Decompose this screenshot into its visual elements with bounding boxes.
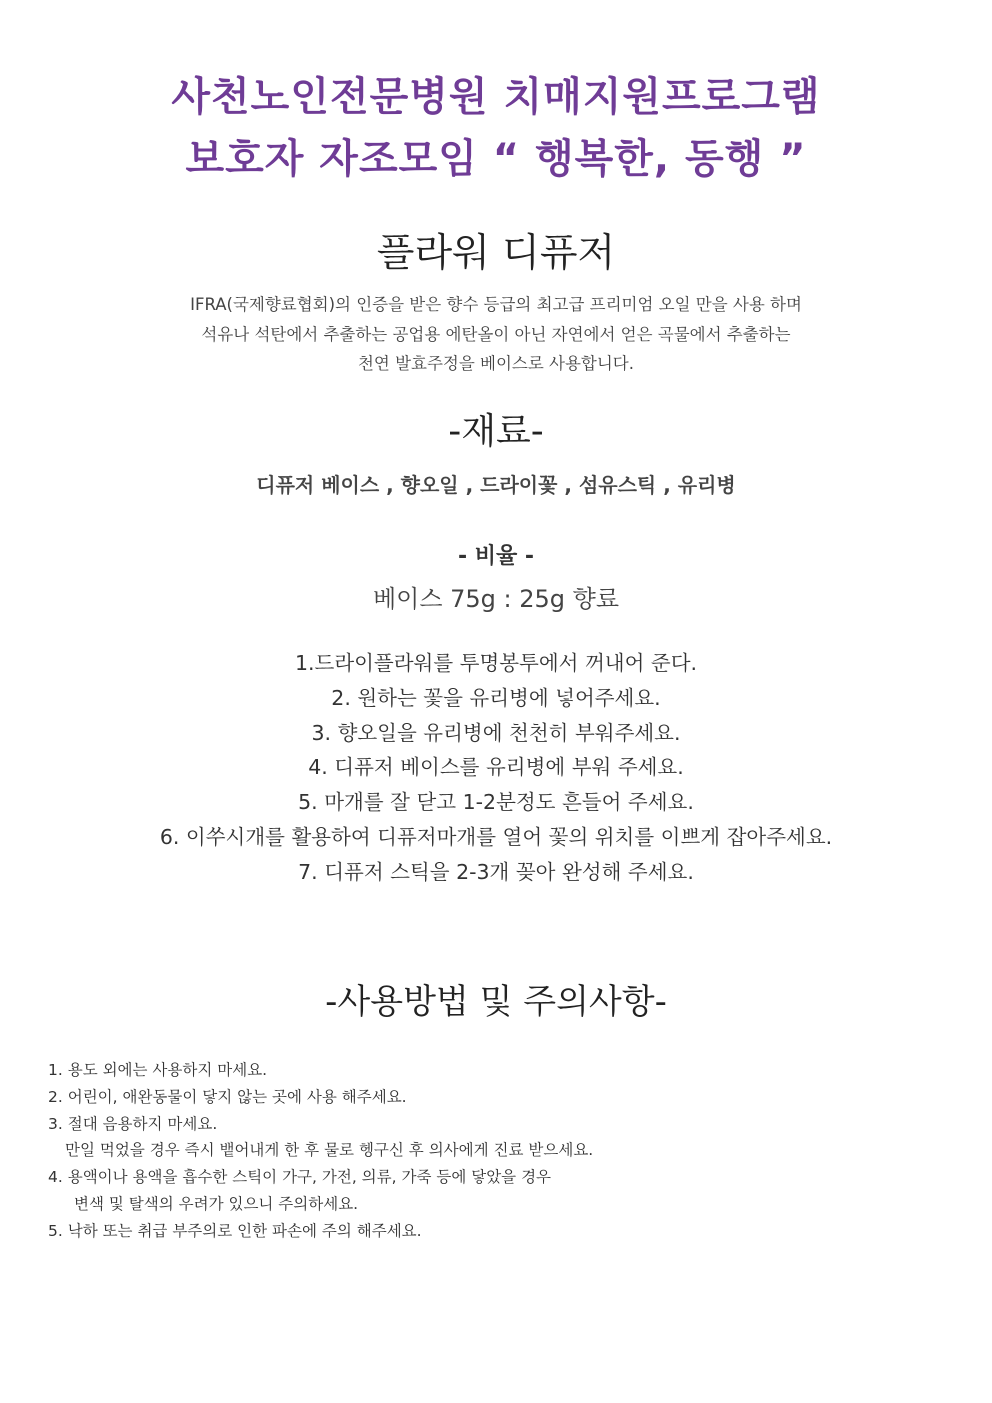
ratio-value: 베이스 75g : 25g 향료 [372, 585, 620, 613]
caution-item: 4. 용액이나 용액을 흡수한 스틱이 가구, 가전, 의류, 가죽 등에 닿았을 경우 [48, 1168, 552, 1187]
intro-line: IFRA(국제향료협회)의 인증을 받은 향수 등급의 최고급 프리미엄 오일 만을 사용 하며 [190, 295, 802, 314]
step-item: 2. 원하는 꽃을 유리병에 넣어주세요. [331, 685, 661, 710]
caution-item: 2. 어린이, 애완동물이 닿지 않는 곳에 사용 해주세요. [48, 1087, 407, 1106]
caution-item-continuation: 변색 및 탈색의 우려가 있으니 주의하세요. [74, 1194, 359, 1213]
caution-item-continuation: 만일 먹었을 경우 즉시 뱉어내게 한 후 물로 헹구신 후 의사에게 진료 받으세요. [65, 1141, 594, 1160]
materials-heading: -재료- [448, 411, 544, 452]
caution-list [48, 1057, 948, 1245]
product-title: 플라워 디퓨저 [376, 231, 616, 276]
title-line-2: 보호자 자조모임 “ 행복한, 동행 ” [185, 136, 807, 182]
intro-line: 석유나 석탄에서 추출하는 공업용 에탄올이 아닌 자연에서 얻은 곡물에서 추출하는 [201, 324, 791, 344]
materials-list: 디퓨저 베이스 , 향오일 , 드라이꽃 , 섬유스틱 , 유리병 [256, 473, 736, 497]
document-title [0, 66, 992, 190]
step-item: 3. 향오일을 유리병에 천천히 부워주세요. [311, 720, 681, 745]
ratio-heading: - 비율 - [457, 544, 535, 569]
usage-heading: -사용방법 및 주의사항- [325, 982, 667, 1022]
intro-line: 천연 발효주정을 베이스로 사용합니다. [357, 354, 634, 373]
caution-item: 5. 낙하 또는 취급 부주의로 인한 파손에 주의 해주세요. [48, 1221, 422, 1240]
step-item: 6. 이쑤시개를 활용하여 디퓨저마개를 열어 꽃의 위치를 이쁘게 잡아주세요. [159, 824, 833, 849]
title-line-1: 사천노인전문병원 치매지원프로그램 [171, 74, 821, 120]
step-item: 5. 마개를 잘 닫고 1-2분정도 흔들어 주세요. [298, 790, 694, 815]
step-item: 7. 디퓨저 스틱을 2-3개 꽂아 완성해 주세요. [298, 859, 694, 884]
step-item: 4. 디퓨저 베이스를 유리병에 부워 주세요. [308, 755, 684, 780]
caution-item: 3. 절대 음용하지 마세요. [48, 1114, 218, 1133]
instruction-steps [0, 646, 992, 890]
caution-item: 1. 용도 외에는 사용하지 마세요. [48, 1061, 268, 1079]
product-intro [0, 290, 992, 379]
step-item: 1.드라이플라워를 투명봉투에서 꺼내어 준다. [294, 651, 698, 675]
